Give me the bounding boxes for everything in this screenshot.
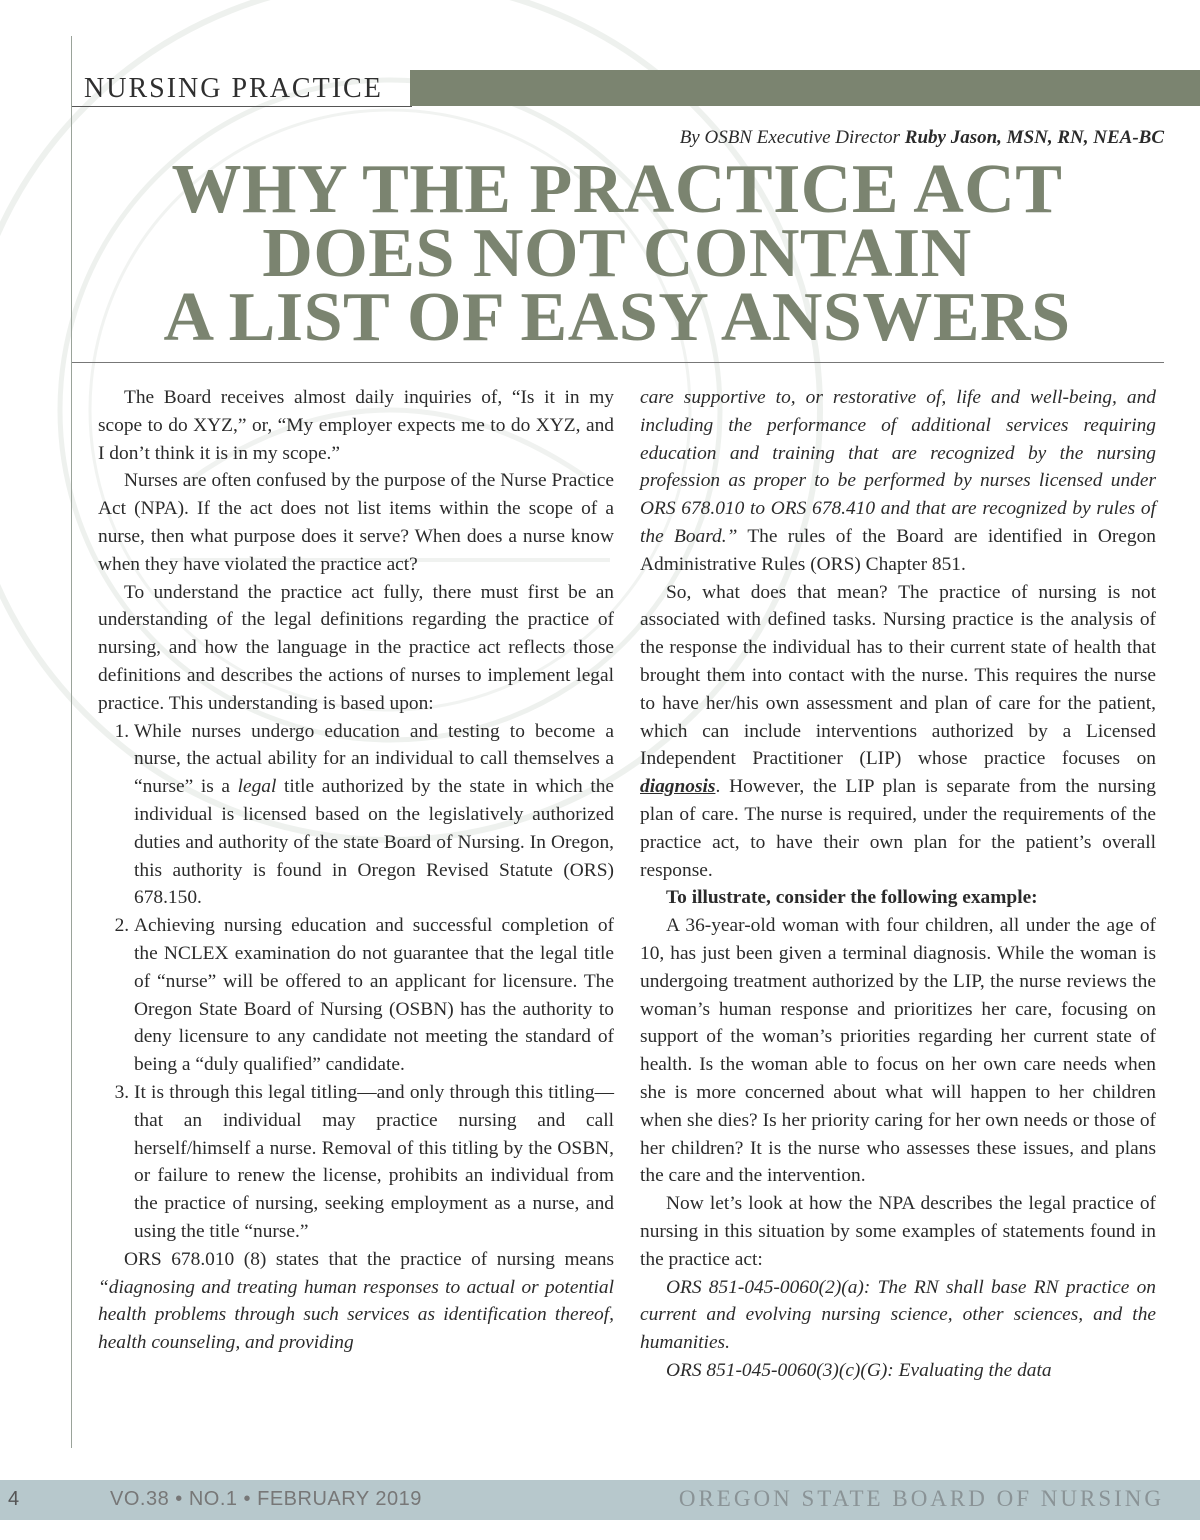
byline-prefix: By OSBN Executive Director [679,127,905,148]
numbered-list [98,718,614,1246]
paragraph: The Board receives almost daily inquiries of, “Is it in my scope to do XYZ,” or, “My employer expects me to do XYZ, and I don’t think it is in my scope.” [98,387,614,464]
paragraph: To illustrate, consider the following example: [666,887,1038,909]
section-color-bar [410,70,1200,106]
right-column [640,384,1156,1385]
title-line-1: WHY THE PRACTICE ACT [171,151,1063,228]
title-line-2: DOES NOT CONTAIN [262,215,972,292]
section-label: NURSING PRACTICE [84,73,383,104]
paragraph: Nurses are often confused by the purpose of the Nurse Practice Act (NPA). If the act does not list items within the scope of a nurse, then what purpose does it serve? When does a nurse know when they have violated the practice act? [98,470,614,575]
paragraph: ORS 851-045-0060(2)(a): The RN shall base RN practice on current and evolving nursing science, other sciences, and the humanities. [640,1276,1156,1354]
title-rule [72,362,1164,363]
diagnosis-link[interactable]: diagnosis [640,776,716,798]
byline [680,127,1164,149]
organization-name: OREGON STATE BOARD OF NURSING [678,1486,1164,1511]
section-header [72,70,1200,108]
title-line-3: A LIST OF EASY ANSWERS [163,279,1071,356]
list-item: 1. While nurses undergo education and testing to become a nurse, the actual ability for an individual to call themselves a “nurse” is a legal title authorized by the state in which the individual is licensed based on the legislatively authorized duties and authority of the state Board of Nursing. In Oregon, this authority is found in Oregon Revised Statute (ORS) 678.150. [134,718,614,913]
paragraph: Now let’s look at how the NPA describes the legal practice of nursing in this situation by some examples of statements found in the practice act: [640,1193,1156,1270]
paragraph: care supportive to, or restorative of, life and well-being, and including the performance of additional services requiring education and training that are recognized by the nursing profession as proper to be performed by nurses licensed under ORS 678.010 to ORS 678.410 and that are recognized by rules of the Board.” The rules of the Board are identified in Oregon Administrative Rules (ORS) Chapter 851. [640,387,1156,575]
section-underline [72,106,412,107]
list-item: 3. It is through this legal titling—and only through this titling—that an individual may practice nursing and call herself/himself a nurse. Removal of this titling by the OSBN, or failure to renew the license, prohibits an individual from the practice of nursing, seeking employment as a nurse, and using the title “nurse.” [134,1079,614,1246]
paragraph: A 36-year-old woman with four children, all under the age of 10, has just been given a terminal diagnosis. While the woman is undergoing treatment authorized by the LIP, the nurse reviews the woman’s human response and prioritizes her care, focusing on support of the woman’s priorities regarding her current state of health. Is the woman able to focus on her own care needs when she is more concerned about what will happen to her children when she dies? Is her priority caring for her own needs or those of her children? It is the nurse who assesses these issues, and plans the care and the intervention. [640,915,1156,1187]
article-title [72,151,1162,356]
byline-name: Ruby Jason, MSN, RN, NEA-BC [904,127,1164,148]
paragraph: ORS 678.010 (8) states that the practice of nursing means “diagnosing and treating human responses to actual or potential health problems through such services as identification thereof, health counseling, and providing [98,1248,614,1354]
paragraph: So, what does that mean? The practice of nursing is not associated with defined tasks. Nursing practice is the analysis of the response the individual has to their current state of health that brought them into contact with the nurse. This requires the nurse to have her/his own assessment and plan of care for the patient, which can include interventions authorized by a Licensed Independent Practitioner (LIP) whose practice focuses on diagnosis. However, the LIP plan is separate from the nursing plan of care. The nurse is required, under the requirements of the practice act, to have their own plan for the patient’s overall response. [640,581,1156,881]
left-column [98,384,614,1357]
issue-info: VO.38 • NO.1 • FEBRUARY 2019 [110,1488,422,1510]
paragraph: To understand the practice act fully, there must first be an understanding of the legal definitions regarding the practice of nursing, and how the language in the practice act reflects those definitions and describes the actions of nurses to implement legal practice. This understanding is based upon: [98,581,614,714]
list-item: 2. Achieving nursing education and successful completion of the NCLEX examination do not guarantee that the legal title of “nurse” will be offered to an applicant for licensure. The Oregon State Board of Nursing (OSBN) has the authority to deny licensure to any candidate not meeting the standard of being a “duly qualified” candidate. [134,912,614,1079]
page-footer [0,1480,1200,1520]
page-number: 4 [8,1488,20,1510]
paragraph: ORS 851-045-0060(3)(c)(G): Evaluating the data [666,1359,1052,1381]
